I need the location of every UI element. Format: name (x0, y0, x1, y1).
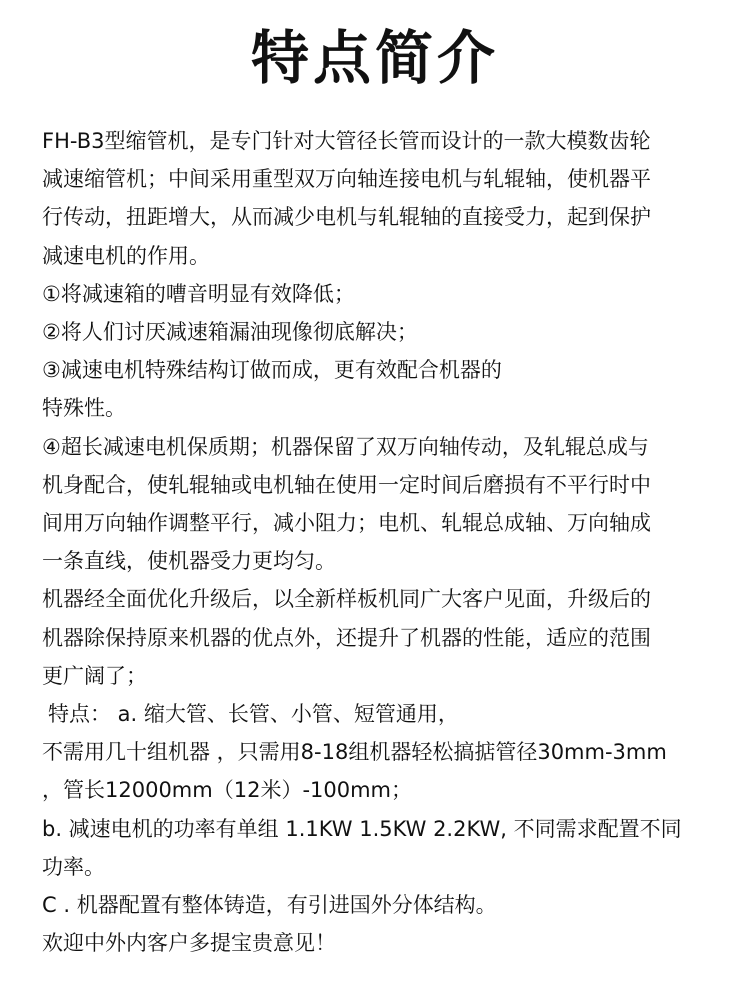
text-line: 功率。 (42, 854, 105, 879)
text-line: 不需用几十组机器 ，只需用8-18组机器轻松搞掂管径30mm-3mm (42, 740, 667, 765)
feature-b: b. 减速电机的功率有单组 1.1KW 1.5KW 2.2KW, 不同需求配置不同 (42, 816, 682, 841)
text-line: FH-B3型缩管机，是专门针对大管径长管而设计的一款大模数齿轮 (42, 129, 651, 153)
text-line: 机器经全面优化升级后，以全新样板机同广大客户见面，升级后的 (42, 587, 651, 612)
text-line: 特殊性。 (42, 396, 126, 421)
description-body (42, 122, 714, 962)
feature-item-3: ③减速电机特殊结构订做而成，更有效配合机器的 (42, 358, 502, 383)
page-title: 特点简介 (250, 24, 499, 92)
text-line: 行传动，扭距增大，从而减少电机与轧辊轴的直接受力，起到保护 (42, 205, 651, 230)
text-line: 更广阔了； (42, 663, 147, 688)
feature-c: C . 机器配置有整体铸造，有引进国外分体结构。 (42, 893, 497, 918)
text-line: 机身配合，使轧辊轴或电机轴在使用一定时间后磨损有不平行时中 (42, 472, 651, 497)
feature-item-2: ②将人们讨厌减速箱漏油现像彻底解决； (42, 320, 418, 345)
text-line: ，管长12000mm（12米）-100mm； (42, 778, 413, 803)
text-line: 机器除保持原来机器的优点外，还提升了机器的性能，适应的范围 (42, 625, 651, 650)
feature-item-4: ④超长减速电机保质期；机器保留了双万向轴传动，及轧辊总成与 (42, 434, 649, 459)
features-heading: 特点： a. 缩大管、长管、小管、短管通用， (48, 702, 459, 727)
text-line: 间用万向轴作调整平行，减小阻力；电机、轧辊总成轴、万向轴成 (42, 511, 651, 536)
closing-line: 欢迎中外内客户多提宝贵意见！ (42, 931, 336, 956)
text-line: 一条直线，使机器受力更均匀。 (42, 549, 336, 574)
feature-item-1: ①将减速箱的嘈音明显有效降低； (42, 281, 355, 306)
text-line: 减速缩管机；中间采用重型双万向轴连接电机与轧辊轴，使机器平 (42, 167, 651, 192)
text-line: 减速电机的作用。 (42, 243, 210, 268)
